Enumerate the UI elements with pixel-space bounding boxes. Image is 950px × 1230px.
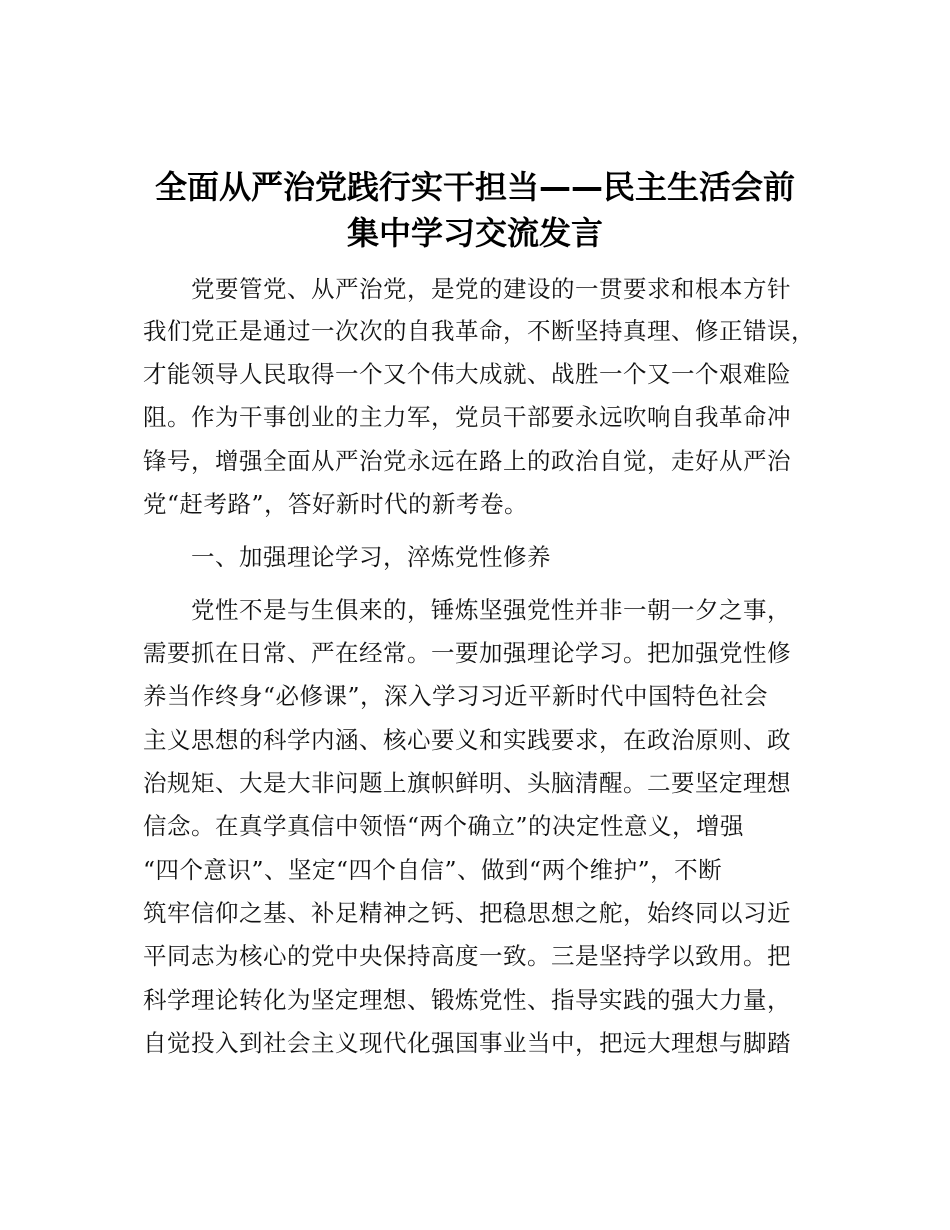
section-heading: 一、加强理论学习，淬炼党性修养: [191, 543, 551, 571]
body-line: 养当作终身“必修课”，深入学习习近平新时代中国特色社会: [143, 682, 769, 710]
body-line: 需要抓在日常、严在经常。一要加强理论学习。把加强党性修: [143, 639, 791, 667]
body-line: 主义思想的科学内涵、核心要义和实践要求，在政治原则、政: [143, 726, 791, 754]
body-line: 自觉投入到社会主义现代化强国事业当中，把远大理想与脚踏: [143, 1029, 791, 1057]
body-line: 筑牢信仰之基、补足精神之钙、把稳思想之舵，始终同以习近: [143, 899, 791, 927]
body-line: 信念。在真学真信中领悟“两个确立”的决定性意义，增强: [143, 812, 745, 840]
body-line: 才能领导人民取得一个又个伟大成就、战胜一个又一个艰难险: [143, 360, 791, 388]
body-line: 治规矩、大是大非问题上旗帜鲜明、头脑清醒。二要坚定理想: [143, 769, 791, 797]
body-line: 党要管党、从严治党，是党的建设的一贯要求和根本方针: [191, 275, 791, 303]
body-line: 锋号，增强全面从严治党永远在路上的政治自觉，走好从严治: [143, 447, 791, 475]
body-line: “四个意识”、坚定“四个自信”、做到“两个维护”，不断: [143, 856, 723, 884]
body-line: 科学理论转化为坚定理想、锻炼党性、指导实践的强大力量，: [143, 986, 791, 1014]
body-line: 党性不是与生俱来的，锤炼坚强党性并非一朝一夕之事，: [191, 596, 791, 624]
body-line: 平同志为核心的党中央保持高度一致。三是坚持学以致用。把: [143, 942, 791, 970]
body-line: 阻。作为干事创业的主力军，党员干部要永远吹响自我革命冲: [143, 403, 791, 431]
document-title-line-1: 全面从严治党践行实干担当——民主生活会前: [154, 168, 795, 206]
document-title-line-2: 集中学习交流发言: [346, 214, 603, 252]
body-line: 我们党正是通过一次次的自我革命，不断坚持真理、修正错误，: [143, 317, 815, 345]
body-line: 党“赶考路”，答好新时代的新考卷。: [143, 490, 529, 518]
